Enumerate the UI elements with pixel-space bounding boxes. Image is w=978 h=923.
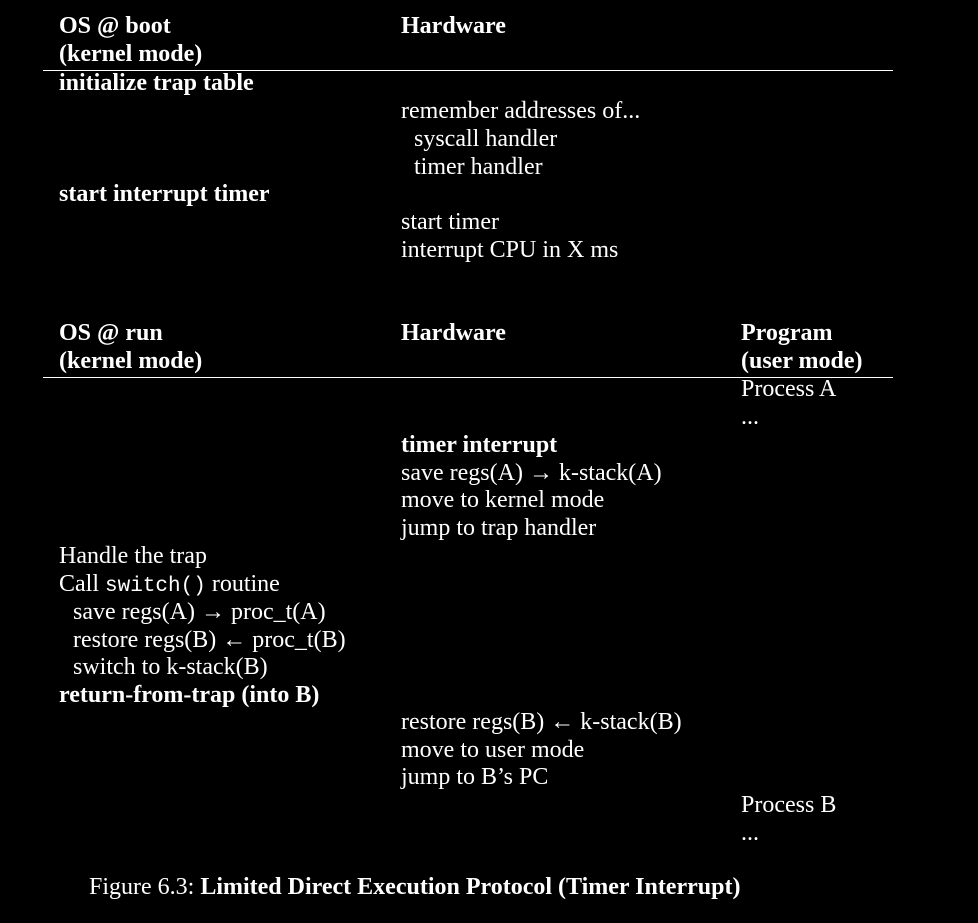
run-call-suffix: routine xyxy=(205,571,280,597)
run-switch-code: switch() xyxy=(105,575,206,598)
boot-remember-addresses: remember addresses of... xyxy=(401,98,641,124)
run-dots-b: ... xyxy=(741,820,759,846)
boot-init-trap-table: initialize trap table xyxy=(59,70,254,96)
boot-os-header: OS @ boot xyxy=(59,13,171,39)
boot-start-interrupt-timer: start interrupt timer xyxy=(59,181,270,207)
boot-hw-header: Hardware xyxy=(401,13,506,39)
run-program-header: Program xyxy=(741,320,833,346)
run-handle-trap: Handle the trap xyxy=(59,543,207,569)
run-jump-trap-handler: jump to trap handler xyxy=(401,515,597,541)
run-save-regs-proc: save regs(A) → proc_t(A) xyxy=(73,599,326,625)
run-dots-a: ... xyxy=(741,404,759,430)
run-call-prefix: Call xyxy=(59,571,105,597)
caption-title: Limited Direct Execution Protocol (Timer Interrupt) xyxy=(200,874,741,900)
run-save-regs-kstack: save regs(A) → k-stack(A) xyxy=(401,460,662,486)
run-timer-interrupt: timer interrupt xyxy=(401,432,558,458)
run-os-header: OS @ run xyxy=(59,320,163,346)
run-return-from-trap: return-from-trap (into B) xyxy=(59,682,320,708)
run-jump-b-pc: jump to B’s PC xyxy=(401,764,549,790)
figure-caption xyxy=(89,872,740,902)
run-restore-regs-proc: restore regs(B) ← proc_t(B) xyxy=(73,627,346,653)
run-call-switch xyxy=(59,570,280,601)
run-move-user-mode: move to user mode xyxy=(401,737,585,763)
run-restore-regs-kstack: restore regs(B) ← k-stack(B) xyxy=(401,709,682,735)
run-hw-header: Hardware xyxy=(401,320,506,346)
boot-os-mode: (kernel mode) xyxy=(59,41,203,67)
boot-timer-handler: timer handler xyxy=(414,154,543,180)
boot-start-timer: start timer xyxy=(401,209,499,235)
run-switch-kstack: switch to k-stack(B) xyxy=(73,654,268,680)
run-move-kernel-mode: move to kernel mode xyxy=(401,487,605,513)
boot-interrupt-cpu: interrupt CPU in X ms xyxy=(401,237,619,263)
run-process-a: Process A xyxy=(741,376,837,402)
boot-syscall-handler: syscall handler xyxy=(414,126,558,152)
run-program-mode: (user mode) xyxy=(741,348,863,374)
run-process-b: Process B xyxy=(741,792,837,818)
caption-prefix: Figure 6.3: xyxy=(89,874,201,900)
run-os-mode: (kernel mode) xyxy=(59,348,203,374)
